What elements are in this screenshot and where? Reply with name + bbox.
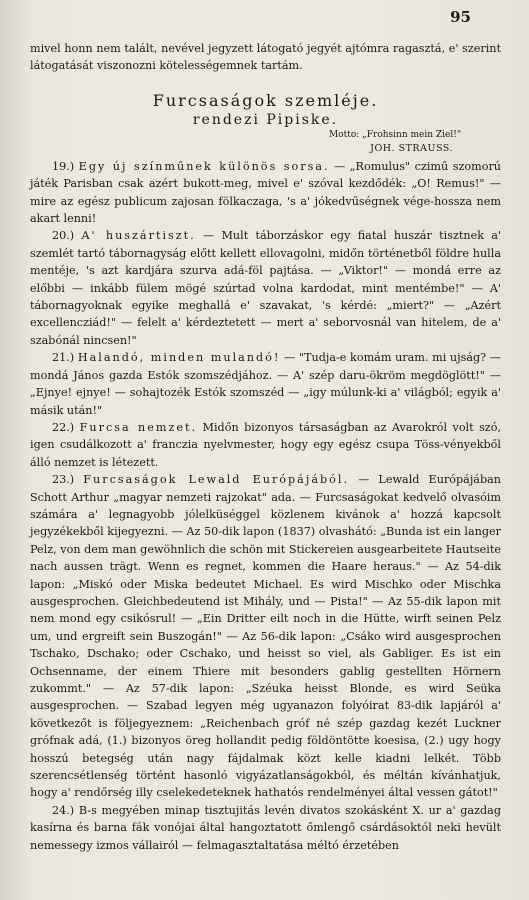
entry-number: 21.) — [52, 351, 75, 365]
entry-text: — Lewald Európájában Schott Arthur „magyar nemzeti rajzokat" ada. — Furcsaságokat kedvelő olvasóim számára a' legnagyobb jólelküséggel közlenem kivánok a' hozzá kapcsolt jegyzékekből kijegyezni. — Az 50-dik lapon (1837) olvashátó: „Bunda ist ein langer Pelz, von dem man gewöhnlich die schön mit Stickereien ausgearbeitete Hautseite nach aussen trägt. Wenn es regnet, kommen die Haare heraus." — Az 54-dik lapon: „Miskó oder Miska bedeutet Michael. Es wird Mischko oder Mischka ausgesprochen. Gleichbedeutend ist Mihály, und — Pista!" — Az 55-dik lapon mit nem mond egy csikósrul! — „Ein Dritter eilt noch in die Hütte, wirft seinen Pelz um, und ergreift sein Buszogán!" — Az 56-dik lapon: „Csáko wird ausgesprochen Tschako, Dschako; oder Cschako, und heisst so viel, als Gabliger. Es ist ein Ochsenname, der einem Thiere mit besonders gablig gestellten Hörnern zukommt." — Az 57-dik lapon: „Széuka heisst Blonde, es wird Seüka ausgesprochen. — Szabad legyen még ugyanazon folyóirat 83-dik lapjáról a' következőt is följegyeznem: „Reichenbach gróf né szép gazdag kezét Luckner grófnak adá, (1.) bizonyos öreg hollandit pedig földöntötte koesisa, (2.) ugy hogy hosszú betegség után nagy fájdalmak közt kelle kiadni lelkét. Több szerencsétlenség történt hasonló vigyázatlanságokból, és méltán kívánhatjuk, hogy a' rendőrség illy cselekedeteknek hathatós rendelményei által vessen gátot!" — [30, 473, 501, 800]
entry-number: 24.) — [52, 803, 75, 817]
entry-heading: A' huszártiszt. — [81, 229, 196, 243]
entry-heading: Halandó, minden mulandó! — [77, 351, 281, 365]
entry-22 — [30, 419, 501, 471]
entry-number: 22.) — [52, 420, 75, 434]
entry-number: 20.) — [52, 229, 75, 243]
entry-24 — [30, 802, 501, 854]
entry-number: 19.) — [52, 159, 75, 173]
entry-text: — "Tudja-e komám uram. mi ujság? — mondá János gazda Estók szomszédjához. — A' szép daru-ökröm megdöglött!" — „Ejnye! ejnye! — sohajtozék Estók szomszéd — „igy múlunk-ki a' világból; egyik a' másik után!" — [30, 351, 501, 417]
entry-20 — [30, 227, 501, 349]
page-number: 95 — [450, 8, 471, 26]
entry-heading: Furcsaságok Lewald Európájából. — [83, 473, 350, 487]
entry-number: 23.) — [52, 473, 75, 487]
entry-23 — [30, 471, 501, 802]
entry-heading: Egy új színműnek különös sorsa. — [78, 159, 330, 173]
entry-text: — „Romulus" czimű szomorú játék Parisban csak azért bukott-meg, mivel e' szóval kezdődék: „O! Remus!" — mire az egész publicum zajosan fölkaczaga, 's a' jókedvűségnek vége-hossza nem akart lenni! — [30, 159, 501, 226]
carry-over-paragraph: mivel honn nem talált, nevével jegyzett látogató jegyét ajtómra ragasztá, e' szerint látogatását viszonozni kötelességemnek tartám. — [30, 42, 501, 73]
motto-author: JOH. STRAUSS. — [370, 142, 453, 154]
entry-text: Midőn bizonyos társaságban az Avarokról volt szó, igen csudálkozott a' franczia nyelvmester, hogy egy egész csupa Töss-vényekből álló nemzet is létezett. — [30, 420, 501, 469]
entry-21 — [30, 349, 501, 419]
entry-text: B-s megyében minap tisztujitás levén divatos szokásként X. ur a' gazdag kasírna és barna fák vonójai által hangoztatott őmlengő csárdásoktól neki hevült nemessegy izmos vállairól — felmagasztaltatása méltó érzetében — [30, 803, 501, 852]
entry-19 — [30, 158, 501, 228]
section-title: Furcsaságok szemléje. — [152, 90, 379, 110]
entry-heading: Furcsa nemzet. — [79, 420, 198, 434]
motto: Motto: „Frohsinn mein Ziel!" — [328, 129, 461, 140]
section-subtitle: rendezi Pipiske. — [192, 111, 339, 128]
entry-text: — Mult táborzáskor egy fiatal huszár tisztnek a' szemlét tartó tábornagyság előtt kellett ellovagolni, midőn történetből földre hulla mentéje, 's azt kardjára szurva adá-föl pajtása. — „Viktor!" — mondá erre az előbbi — inkább fülem mögé szúrtad volna kardodat, mint mentémbe!" — A' tábornagyoknak egyike meghallá e' szavakat, 's kérdé: „miert?" — „Azért excellencziád!" — felelt a' kérdeztetett — mert a' seborvosnál van hitelem, de a' szabónál nincsen!" — [30, 229, 502, 347]
